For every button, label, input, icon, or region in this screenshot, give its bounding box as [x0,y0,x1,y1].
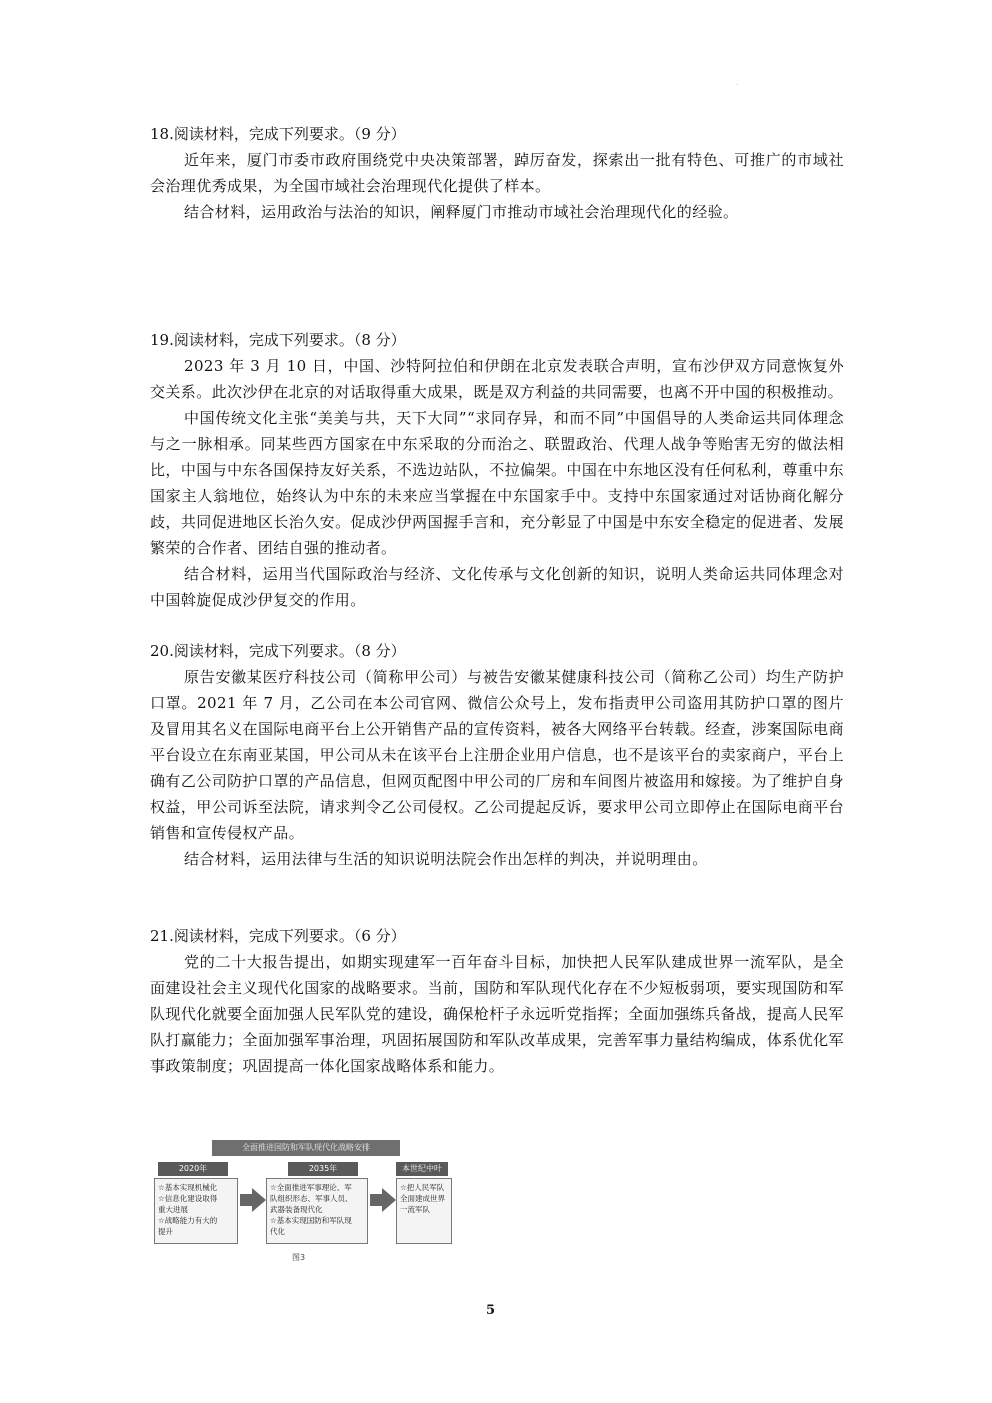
question-20-title: 20.阅读材料，完成下列要求。（8 分） [150,642,406,660]
question-20 [150,638,844,872]
strategy-figure [152,1138,452,1268]
question-18-title: 18.阅读材料，完成下列要求。（9 分） [150,125,406,143]
stage-2020-item: ☆基本实现机械化 [158,1183,218,1192]
stage-2020-box [154,1178,238,1244]
corner-mark: . [736,80,738,87]
figure-caption: 图3 [292,1253,306,1262]
stage-2020-item: 重大进展 [158,1205,188,1214]
question-18-paragraph-2: 结合材料，运用政治与法治的知识，阐释厦门市推动市域社会治理现代化的经验。 [184,203,739,221]
stage-2035-item: 武器装备现代化 [270,1205,323,1214]
question-19-title: 19.阅读材料，完成下列要求。（8 分） [150,331,406,349]
question-18-paragraph-1: 近年来，厦门市委市政府围绕党中央决策部署，踔厉奋发，探索出一批有特色、可推广的市域社会治理优秀成果，为全国市域社会治理现代化提供了样本。 [150,151,844,195]
stage-2035-item: 代化 [270,1227,285,1236]
stage-midcentury-item: 全面建成世界 [400,1194,445,1203]
arrow-right-icon [252,1188,266,1212]
stage-2035-box [266,1178,368,1244]
stage-2035-item: ☆基本实现国防和军队现 [270,1216,352,1225]
arrow-body [240,1194,252,1206]
stage-midcentury-box [396,1178,452,1244]
arrow-right-icon [382,1188,396,1212]
stage-2020-item: 提升 [158,1227,173,1236]
question-19 [150,327,844,613]
question-18 [150,121,844,225]
stage-midcentury-item: ☆把人民军队 [400,1183,445,1192]
question-19-paragraph-2: 中国传统文化主张“美美与共，天下大同”“求同存异，和而不同”中国倡导的人类命运共同体理念与之一脉相承。同某些西方国家在中东采取的分而治之、联盟政治、代理人战争等贻害无穷的做法相比，中国与中东各国保持友好关系，不选边站队，不拉偏架。中国在中东地区没有任何私利，尊重中东国家主人翁地位，始终认为中东的未来应当掌握在中东国家手中。支持中东国家通过对话协商化解分歧，共同促进地区长治久安。促成沙伊两国握手言和，充分彰显了中国是中东安全稳定的促进者、发展繁荣的合作者、团结自强的推动者。 [150,409,844,557]
question-20-paragraph-1: 原告安徽某医疗科技公司（简称甲公司）与被告安徽某健康科技公司（简称乙公司）均生产防护口罩。2021 年 7 月，乙公司在本公司官网、微信公众号上，发布指责甲公司盗用其防护口罩的图片及冒用其名义在国际电商平台上公开销售产品的宣传资料，被各大网络平台转载。经查，涉案国际电商平台设立在东南亚某国，甲公司从未在该平台上注册企业用户信息，也不是该平台的卖家商户，平台上确有乙公司防护口罩的产品信息，但网页配图中甲公司的厂房和车间图片被盗用和嫁接。为了维护自身权益，甲公司诉至法院，请求判令乙公司侵权。乙公司提起反诉，要求甲公司立即停止在国际电商平台销售和宣传侵权产品。 [150,668,844,842]
stage-2020-item: ☆战略能力有大的 [158,1216,218,1225]
stage-2035-item: ☆全面推进军事理论、军 [270,1183,352,1192]
stage-2035-label: 2035年 [288,1162,358,1176]
question-21-paragraph-1: 党的二十大报告提出，如期实现建军一百年奋斗目标，加快把人民军队建成世界一流军队，是全面建设社会主义现代化国家的战略要求。当前，国防和军队现代化存在不少短板弱项，要实现国防和军队现代化就要全面加强人民军队党的建设，确保枪杆子永远听党指挥；全面加强练兵备战，提高人民军队打赢能力；全面加强军事治理，巩固拓展国防和军队改革成果，完善军事力量结构编成，体系优化军事政策制度；巩固提高一体化国家战略体系和能力。 [150,953,844,1075]
question-20-paragraph-2: 结合材料，运用法律与生活的知识说明法院会作出怎样的判决，并说明理由。 [184,850,708,868]
arrow-body [370,1194,382,1206]
question-21-title: 21.阅读材料，完成下列要求。（6 分） [150,927,406,945]
stage-midcentury-label: 本世纪中叶 [396,1162,448,1176]
stage-2035-item: 队组织形态、军事人员、 [270,1194,353,1203]
question-19-paragraph-1: 2023 年 3 月 10 日，中国、沙特阿拉伯和伊朗在北京发表联合声明，宣布沙伊双方同意恢复外交关系。此次沙伊在北京的对话取得重大成果，既是双方利益的共同需要，也离不开中国的积极推动。 [150,357,844,401]
stage-2020-label: 2020年 [158,1162,228,1176]
question-19-paragraph-3: 结合材料，运用当代国际政治与经济、文化传承与文化创新的知识，说明人类命运共同体理念对中国斡旋促成沙伊复交的作用。 [150,565,844,609]
question-21 [150,923,844,1079]
stage-2020-item: ☆信息化建设取得 [158,1194,218,1203]
figure-title: 全面推进国防和军队现代化战略安排 [212,1140,400,1156]
page-number: 5 [486,1303,496,1318]
stage-midcentury-item: 一流军队 [400,1205,430,1214]
